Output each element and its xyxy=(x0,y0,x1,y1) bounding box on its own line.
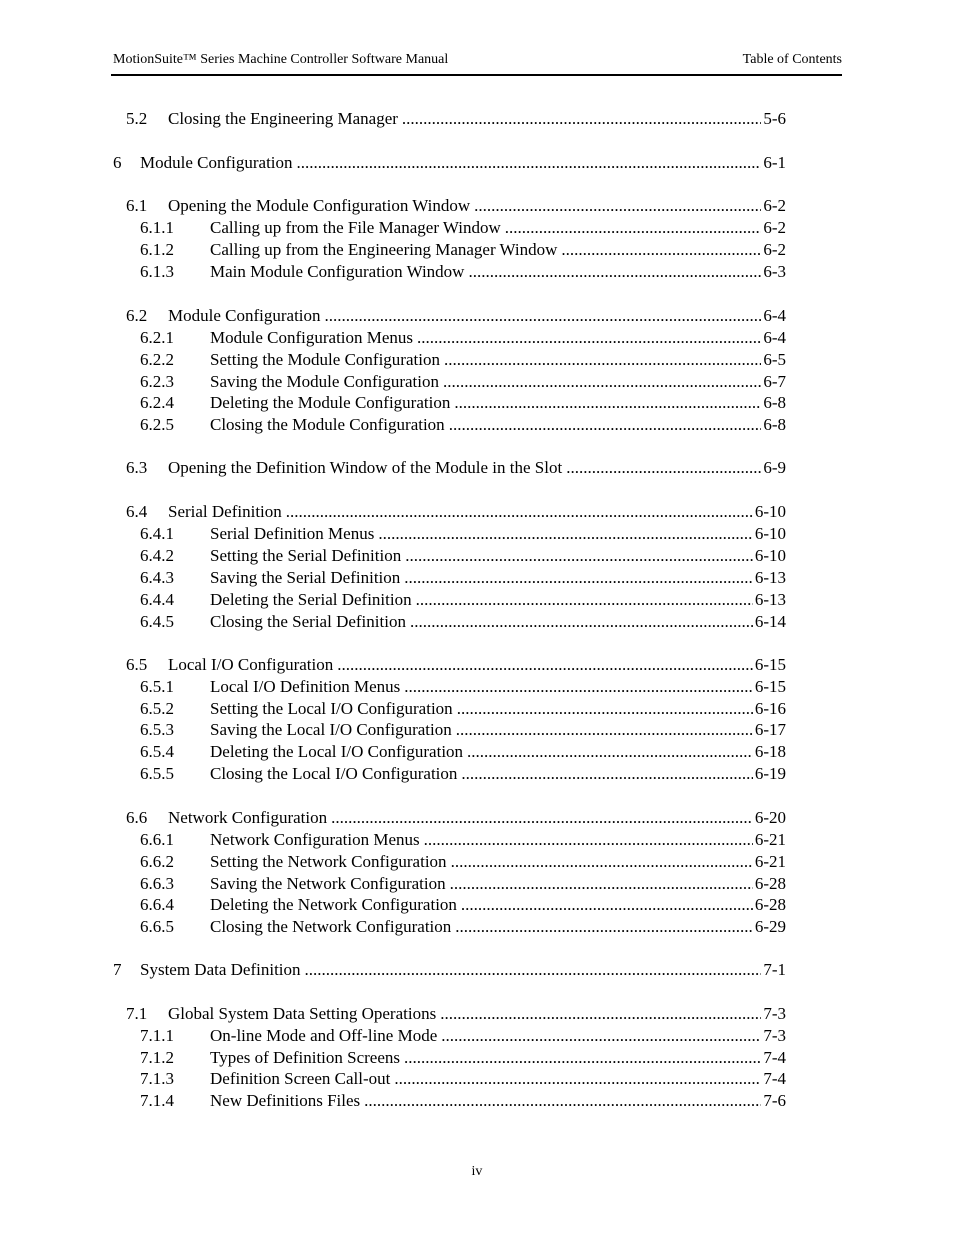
toc-entry xyxy=(140,676,786,698)
toc-entry-title: Module Configuration Menus xyxy=(210,328,414,347)
toc-entry-title: Global System Data Setting Operations xyxy=(168,1004,437,1023)
toc-entry-title: Network Configuration Menus xyxy=(210,830,420,849)
dot-leader xyxy=(455,916,753,938)
toc-entry xyxy=(140,217,786,239)
toc-entry-title: Module Configuration xyxy=(140,153,293,172)
dot-leader xyxy=(441,1025,761,1047)
toc-entry xyxy=(113,152,786,174)
dot-leader xyxy=(404,1047,761,1069)
toc-entry-title: Deleting the Network Configuration xyxy=(210,895,457,914)
toc-entry-title: Module Configuration xyxy=(168,306,321,325)
section-title: Table of Contents xyxy=(742,52,842,67)
toc-entry-number: 6.2.3 xyxy=(140,372,174,391)
toc-entry-number: 6.6.4 xyxy=(140,895,174,914)
toc-entry-page: 6-7 xyxy=(763,372,786,391)
toc-entry-title: Setting the Serial Definition xyxy=(210,546,402,565)
toc-entry xyxy=(140,1025,786,1047)
dot-leader xyxy=(378,523,753,545)
toc-entry-title: Deleting the Module Configuration xyxy=(210,393,451,412)
toc-entry xyxy=(140,545,786,567)
toc-entry-page: 6-4 xyxy=(763,306,786,325)
dot-leader xyxy=(454,392,761,414)
dot-leader xyxy=(364,1090,761,1112)
dot-leader xyxy=(440,1003,761,1025)
toc-entry xyxy=(140,392,786,414)
toc-entry-page: 6-19 xyxy=(754,764,786,783)
dot-leader xyxy=(450,873,753,895)
toc-entry xyxy=(140,523,786,545)
toc-entry-title: Closing the Local I/O Configuration xyxy=(210,764,458,783)
toc-entry xyxy=(140,698,786,720)
toc-entry-number: 7.1.4 xyxy=(140,1091,174,1110)
dot-leader xyxy=(444,349,761,371)
toc-entry-number: 6.6.5 xyxy=(140,917,174,936)
toc-entry xyxy=(140,371,786,393)
toc-entry-number: 6.2 xyxy=(126,306,148,325)
toc-entry xyxy=(140,741,786,763)
toc-entry-page: 6-20 xyxy=(754,808,786,827)
dot-leader xyxy=(566,457,761,479)
toc-entry-page: 6-13 xyxy=(754,590,786,609)
toc-entry-page: 6-21 xyxy=(754,852,786,871)
toc-entry-page: 6-28 xyxy=(754,895,786,914)
toc-entry-number: 6.2.2 xyxy=(140,350,174,369)
toc-entry-title: Saving the Network Configuration xyxy=(210,874,446,893)
toc-entry xyxy=(140,763,786,785)
toc-entry-title: Deleting the Serial Definition xyxy=(210,590,412,609)
toc-entry xyxy=(140,1090,786,1112)
toc-entry-page: 6-4 xyxy=(763,328,786,347)
toc-entry-page: 7-4 xyxy=(763,1069,786,1088)
toc-entry-title: Calling up from the File Manager Window xyxy=(210,218,501,237)
dot-leader xyxy=(404,567,753,589)
toc-entry-page: 6-10 xyxy=(754,546,786,565)
dot-leader xyxy=(337,654,753,676)
toc-entry-title: Deleting the Local I/O Configuration xyxy=(210,742,464,761)
toc-entry-page: 5-6 xyxy=(763,109,786,128)
toc-entry-number: 6.1.1 xyxy=(140,218,174,237)
toc-entry xyxy=(126,654,786,676)
toc-entry xyxy=(140,829,786,851)
toc-entry-title: Serial Definition xyxy=(168,502,282,521)
toc-entry xyxy=(140,327,786,349)
toc-entry xyxy=(140,349,786,371)
toc-entry-page: 7-3 xyxy=(763,1004,786,1023)
toc-entry-title: Closing the Serial Definition xyxy=(210,612,406,631)
toc-entry xyxy=(126,108,786,130)
toc-entry xyxy=(126,807,786,829)
dot-leader xyxy=(404,676,753,698)
toc-entry-number: 6.5.5 xyxy=(140,764,174,783)
toc-entry-title: Saving the Module Configuration xyxy=(210,372,440,391)
toc-entry-page: 6-10 xyxy=(754,502,786,521)
dot-leader xyxy=(461,894,753,916)
toc-entry-page: 6-3 xyxy=(763,262,786,281)
toc-entry xyxy=(126,501,786,523)
toc-entry-number: 6.2.5 xyxy=(140,415,174,434)
toc-entry xyxy=(140,894,786,916)
toc-entry-number: 6.5 xyxy=(126,655,148,674)
toc-entry-number: 6.4.5 xyxy=(140,612,174,631)
toc-entry-title: Opening the Module Configuration Window xyxy=(168,196,471,215)
toc-entry-number: 6.1.3 xyxy=(140,262,174,281)
toc-entry-number: 6.4 xyxy=(126,502,148,521)
dot-leader xyxy=(467,741,753,763)
toc-entry-page: 6-17 xyxy=(754,720,786,739)
toc-entry-number: 6.5.2 xyxy=(140,699,174,718)
dot-leader xyxy=(456,719,753,741)
toc-entry-number: 6.4.4 xyxy=(140,590,174,609)
toc-entry-title: Setting the Module Configuration xyxy=(210,350,440,369)
toc-entry-page: 6-15 xyxy=(754,655,786,674)
manual-title: MotionSuite™ Series Machine Controller Software Manual xyxy=(113,52,449,67)
toc-entry xyxy=(126,305,786,327)
toc-entry-page: 6-1 xyxy=(763,153,786,172)
dot-leader xyxy=(416,589,753,611)
toc-entry-page: 6-14 xyxy=(754,612,786,631)
toc-entry xyxy=(126,1003,786,1025)
toc-entry-number: 6.6.2 xyxy=(140,852,174,871)
toc-entry-page: 6-2 xyxy=(763,196,786,215)
toc-entry-number: 7 xyxy=(113,960,122,979)
toc-entry-title: Setting the Local I/O Configuration xyxy=(210,699,453,718)
dot-leader xyxy=(417,327,761,349)
dot-leader xyxy=(451,851,753,873)
toc-entry-number: 6.2.4 xyxy=(140,393,174,412)
toc-entry xyxy=(140,567,786,589)
dot-leader xyxy=(468,261,761,283)
toc-entry-title: Local I/O Definition Menus xyxy=(210,677,401,696)
toc-entry-page: 6-5 xyxy=(763,350,786,369)
toc-entry-number: 6.5.4 xyxy=(140,742,174,761)
toc-entry xyxy=(140,589,786,611)
toc-entry-title: Setting the Network Configuration xyxy=(210,852,447,871)
toc-entry-page: 6-15 xyxy=(754,677,786,696)
toc-entry-page: 6-2 xyxy=(763,218,786,237)
toc-entry-page: 6-2 xyxy=(763,240,786,259)
dot-leader xyxy=(474,195,761,217)
toc-entry xyxy=(126,195,786,217)
toc-entry xyxy=(140,611,786,633)
dot-leader xyxy=(286,501,753,523)
toc-entry xyxy=(140,851,786,873)
running-header xyxy=(111,50,842,76)
toc-entry-number: 6.4.2 xyxy=(140,546,174,565)
dot-leader xyxy=(325,305,762,327)
toc-entry-page: 6-9 xyxy=(763,458,786,477)
dot-leader xyxy=(461,763,752,785)
toc-entry-title: Definition Screen Call-out xyxy=(210,1069,391,1088)
dot-leader xyxy=(405,545,753,567)
toc-entry-page: 7-3 xyxy=(763,1026,786,1045)
toc-entry-page: 6-8 xyxy=(763,393,786,412)
toc-entry xyxy=(140,239,786,261)
dot-leader xyxy=(443,371,761,393)
toc-entry-page: 6-21 xyxy=(754,830,786,849)
toc-entry-number: 6.6.3 xyxy=(140,874,174,893)
dot-leader xyxy=(449,414,762,436)
toc-entry-page: 7-6 xyxy=(763,1091,786,1110)
toc-entry-title: Opening the Definition Window of the Module in the Slot xyxy=(168,458,563,477)
toc-entry xyxy=(126,457,786,479)
toc-entry-number: 7.1 xyxy=(126,1004,148,1023)
toc-entry-number: 7.1.1 xyxy=(140,1026,174,1045)
toc-entry-number: 6 xyxy=(113,153,122,172)
toc-entry-number: 7.1.3 xyxy=(140,1069,174,1088)
toc-entry-number: 6.3 xyxy=(126,458,148,477)
toc-entry-number: 6.2.1 xyxy=(140,328,174,347)
dot-leader xyxy=(410,611,753,633)
dot-leader xyxy=(394,1068,761,1090)
toc-entry-title: Closing the Engineering Manager xyxy=(168,109,398,128)
toc-entry-title: System Data Definition xyxy=(140,960,301,979)
toc-entry-page: 6-16 xyxy=(754,699,786,718)
toc-entry-title: Saving the Local I/O Configuration xyxy=(210,720,452,739)
toc-entry-number: 6.1 xyxy=(126,196,148,215)
toc-entry-number: 5.2 xyxy=(126,109,148,128)
toc-entry-page: 6-8 xyxy=(763,415,786,434)
toc-entry-title: New Definitions Files xyxy=(210,1091,361,1110)
dot-leader xyxy=(402,108,761,130)
dot-leader xyxy=(505,217,762,239)
dot-leader xyxy=(424,829,753,851)
toc-entry-title: Serial Definition Menus xyxy=(210,524,375,543)
toc-entry-page: 6-13 xyxy=(754,568,786,587)
dot-leader xyxy=(297,152,762,174)
toc-entry xyxy=(140,873,786,895)
toc-entry-title: Types of Definition Screens xyxy=(210,1048,401,1067)
toc-entry-number: 6.6 xyxy=(126,808,148,827)
toc-entry-number: 6.4.3 xyxy=(140,568,174,587)
toc-entry-number: 6.4.1 xyxy=(140,524,174,543)
toc-entry-page: 7-1 xyxy=(763,960,786,979)
toc-entry-page: 7-4 xyxy=(763,1048,786,1067)
toc-entry-number: 7.1.2 xyxy=(140,1048,174,1067)
toc-entry-title: Main Module Configuration Window xyxy=(210,262,465,281)
toc-entry-number: 6.1.2 xyxy=(140,240,174,259)
toc-entry xyxy=(140,1047,786,1069)
toc-entry-number: 6.5.3 xyxy=(140,720,174,739)
toc-entry-number: 6.6.1 xyxy=(140,830,174,849)
dot-leader xyxy=(561,239,761,261)
toc-entry-title: Calling up from the Engineering Manager Window xyxy=(210,240,558,259)
page-number: iv xyxy=(471,1164,483,1179)
toc-entry xyxy=(140,1068,786,1090)
toc-entry xyxy=(113,959,786,981)
toc-entry-title: Local I/O Configuration xyxy=(168,655,334,674)
dot-leader xyxy=(457,698,753,720)
toc-entry-page: 6-18 xyxy=(754,742,786,761)
toc-entry-title: Closing the Network Configuration xyxy=(210,917,452,936)
toc-entry xyxy=(140,916,786,938)
toc-entry-title: Network Configuration xyxy=(168,808,328,827)
toc-entry-title: Saving the Serial Definition xyxy=(210,568,401,587)
toc-entry xyxy=(140,414,786,436)
toc-entry-number: 6.5.1 xyxy=(140,677,174,696)
toc-entry-page: 6-10 xyxy=(754,524,786,543)
toc-entry xyxy=(140,261,786,283)
toc-entry-page: 6-28 xyxy=(754,874,786,893)
dot-leader xyxy=(331,807,753,829)
dot-leader xyxy=(305,959,762,981)
toc-entry-title: Closing the Module Configuration xyxy=(210,415,445,434)
toc-entry xyxy=(140,719,786,741)
toc-entry-title: On-line Mode and Off-line Mode xyxy=(210,1026,438,1045)
toc-entry-page: 6-29 xyxy=(754,917,786,936)
